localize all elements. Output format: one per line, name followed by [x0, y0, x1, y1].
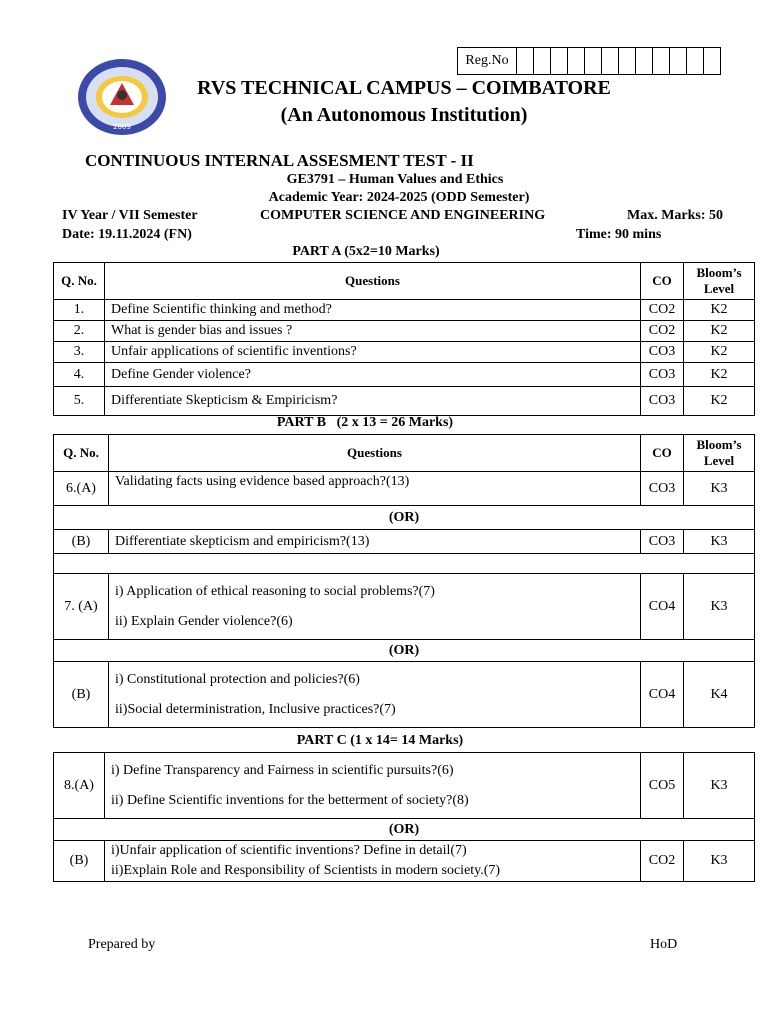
table-row — [54, 321, 755, 342]
header-qno: Q. No. — [54, 263, 105, 300]
question-number: 1. — [54, 300, 105, 321]
reg-no-cell — [551, 48, 568, 75]
question-number: (B) — [54, 841, 105, 882]
part-c-table — [53, 752, 755, 882]
or-row — [54, 819, 755, 841]
question-number: 2. — [54, 321, 105, 342]
academic-year: Academic Year: 2024-2025 (ODD Semester) — [268, 190, 530, 205]
part-a-title: PART A (5x2=10 Marks) — [292, 244, 440, 259]
question-number: 8.(A) — [54, 753, 105, 819]
course-title: GE3791 – Human Values and Ethics — [286, 172, 504, 187]
part-c-title: PART C (1 x 14= 14 Marks) — [296, 733, 464, 748]
blank-row — [54, 554, 755, 574]
question-cell — [109, 574, 641, 640]
blooms-level: K3 — [684, 753, 755, 819]
reg-no-box — [457, 47, 721, 75]
exam-date: Date: 19.11.2024 (FN) — [62, 227, 192, 242]
table-row — [54, 472, 755, 506]
question-part-1: i) Application of ethical reasoning to social problems?(7) — [115, 583, 435, 599]
question-part-2: ii) Explain Gender violence?(6) — [115, 613, 293, 629]
reg-no-cell — [517, 48, 534, 75]
course-outcome: CO2 — [641, 300, 684, 321]
hod-signature-label: HoD — [650, 937, 678, 952]
question-number: (B) — [54, 530, 109, 554]
question-number: 3. — [54, 342, 105, 363]
question-number: 5. — [54, 387, 105, 416]
question-cell — [105, 753, 641, 819]
question-text: Define Scientific thinking and method? — [105, 300, 641, 321]
table-row — [54, 300, 755, 321]
blooms-level: K2 — [684, 342, 755, 363]
reg-no-cell — [602, 48, 619, 75]
course-outcome: CO3 — [641, 363, 684, 387]
header-qno: Q. No. — [54, 435, 109, 472]
question-text: Differentiate Skepticism & Empiricism? — [105, 387, 641, 416]
course-outcome: CO3 — [641, 342, 684, 363]
question-number: 4. — [54, 363, 105, 387]
blooms-level: K4 — [684, 662, 755, 728]
blooms-level: K2 — [684, 363, 755, 387]
table-row — [54, 342, 755, 363]
question-text: What is gender bias and issues ? — [105, 321, 641, 342]
question-text: Differentiate skepticism and empiricism?(13) — [109, 530, 641, 554]
question-part-2: ii)Social deterministration, Inclusive practices?(7) — [115, 701, 396, 717]
reg-no-cell — [670, 48, 687, 75]
table-row — [54, 841, 755, 882]
header-co: CO — [641, 435, 684, 472]
question-part-1: i)Unfair application of scientific inventions? Define in detail(7) — [111, 843, 467, 858]
or-separator: (OR) — [54, 640, 755, 662]
blooms-level: K3 — [684, 530, 755, 554]
blank-cell — [54, 554, 755, 574]
reg-no-cell — [653, 48, 670, 75]
question-number: (B) — [54, 662, 109, 728]
blooms-level: K3 — [684, 841, 755, 882]
blooms-level: K3 — [684, 574, 755, 640]
question-part-1: i) Constitutional protection and policies?(6) — [115, 671, 360, 687]
max-marks: Max. Marks: 50 — [627, 208, 724, 223]
question-cell — [105, 841, 641, 882]
reg-no-cell — [704, 48, 721, 75]
blooms-level: K2 — [684, 300, 755, 321]
course-outcome: CO2 — [641, 841, 684, 882]
course-outcome: CO3 — [641, 387, 684, 416]
question-number: 7. (A) — [54, 574, 109, 640]
table-row — [54, 530, 755, 554]
question-part-1: i) Define Transparency and Fairness in scientific pursuits?(6) — [111, 762, 454, 778]
table-row — [54, 662, 755, 728]
header-co: CO — [641, 263, 684, 300]
course-outcome: CO3 — [641, 530, 684, 554]
question-text: Validating facts using evidence based approach?(13) — [109, 472, 641, 506]
department: COMPUTER SCIENCE AND ENGINEERING — [260, 208, 546, 223]
header-blooms: Bloom’s Level — [684, 435, 755, 472]
or-separator: (OR) — [54, 506, 755, 530]
question-number: 6.(A) — [54, 472, 109, 506]
header-blooms: Bloom’s Level — [684, 263, 755, 300]
course-outcome: CO4 — [641, 574, 684, 640]
reg-no-cell — [619, 48, 636, 75]
or-row — [54, 640, 755, 662]
reg-no-label: Reg.No — [458, 48, 517, 75]
blooms-level: K2 — [684, 387, 755, 416]
autonomous-label: (An Autonomous Institution) — [280, 104, 528, 126]
semester: IV Year / VII Semester — [62, 208, 198, 223]
table-row — [54, 387, 755, 416]
test-title: CONTINUOUS INTERNAL ASSESMENT TEST - II — [85, 151, 474, 170]
part-a-table — [53, 262, 755, 416]
or-separator: (OR) — [54, 819, 755, 841]
header-questions: Questions — [109, 435, 641, 472]
table-row — [54, 574, 755, 640]
question-part-2: ii)Explain Role and Responsibility of Scientists in modern society.(7) — [111, 863, 501, 878]
reg-no-cell — [585, 48, 602, 75]
question-cell — [109, 662, 641, 728]
logo-year: 2009 — [113, 123, 131, 131]
or-row — [54, 506, 755, 530]
reg-no-cell — [568, 48, 585, 75]
question-text: Define Gender violence? — [105, 363, 641, 387]
blooms-level: K2 — [684, 321, 755, 342]
exam-time: Time: 90 mins — [576, 227, 662, 242]
course-outcome: CO2 — [641, 321, 684, 342]
institution-name: RVS TECHNICAL CAMPUS – COIMBATORE — [197, 77, 611, 99]
reg-no-cell — [534, 48, 551, 75]
header-questions: Questions — [105, 263, 641, 300]
blooms-level: K3 — [684, 472, 755, 506]
part-b-table — [53, 434, 755, 728]
table-row — [54, 753, 755, 819]
question-text: Unfair applications of scientific inventions? — [105, 342, 641, 363]
prepared-by: Prepared by — [88, 937, 156, 952]
course-outcome: CO3 — [641, 472, 684, 506]
question-part-2: ii) Define Scientific inventions for the betterment of society?(8) — [111, 792, 469, 808]
reg-no-cell — [636, 48, 653, 75]
table-row — [54, 363, 755, 387]
course-outcome: CO5 — [641, 753, 684, 819]
reg-no-cell — [687, 48, 704, 75]
part-b-title: PART B (2 x 13 = 26 Marks) — [276, 415, 454, 430]
course-outcome: CO4 — [641, 662, 684, 728]
